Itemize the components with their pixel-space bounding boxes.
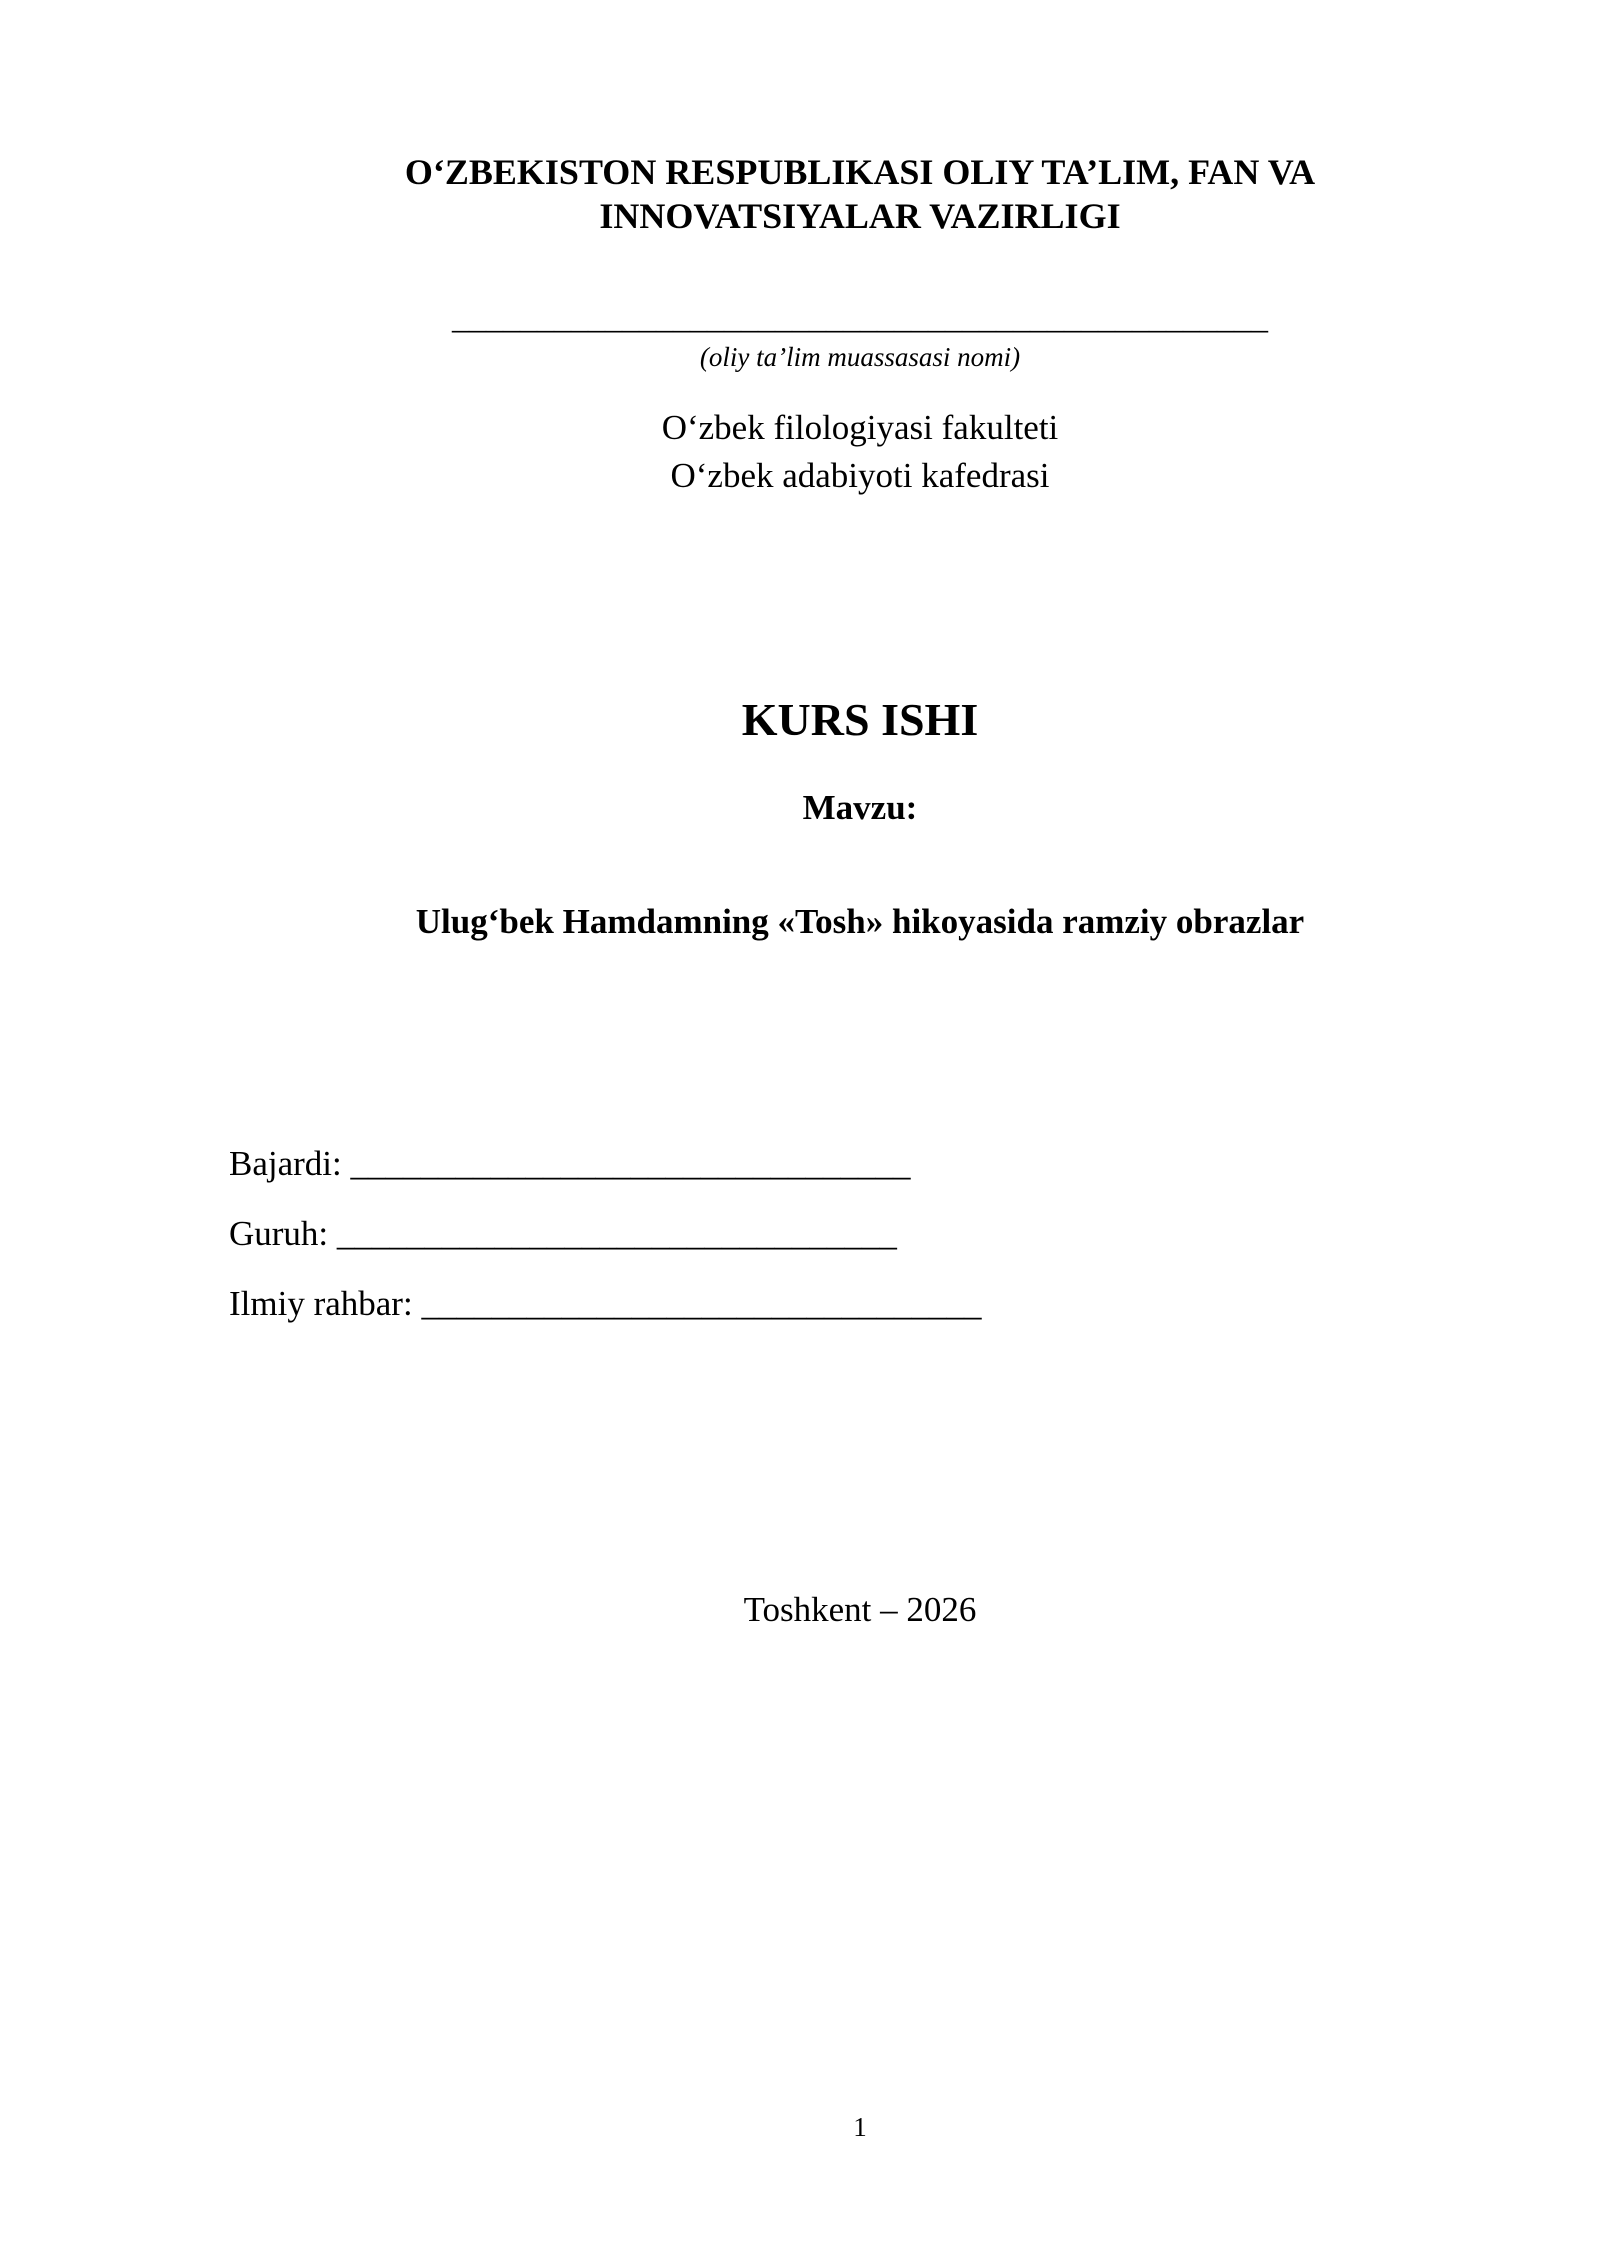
institution-caption: (oliy ta’lim muassasasi nomi) (699, 342, 1021, 372)
city-year: Toshkent – 2026 (743, 1590, 977, 1629)
faculty-block (200, 404, 1520, 500)
ministry-line-1: O‘ZBEKISTON RESPUBLIKASI OLIY TA’LIM, FAN VA (404, 152, 1316, 192)
faculty-name: O‘zbek filologiyasi fakulteti (661, 408, 1059, 447)
field-blank-group: ________________________________ (336, 1214, 897, 1253)
ministry-line-2: INNOVATSIYALAR VAZIRLIGI (599, 196, 1121, 236)
field-row-supervisor (229, 1280, 1329, 1350)
field-blank-supervisor: ________________________________ (421, 1284, 982, 1323)
page-number: 1 (853, 2112, 867, 2142)
institution-name-blank: ________________________________________________ (452, 299, 1268, 336)
field-blank-performer: ________________________________ (350, 1144, 911, 1183)
work-type-title: KURS ISHI (741, 694, 979, 745)
field-label-group: Guruh: (229, 1214, 329, 1253)
field-label-supervisor: Ilmiy rahbar: (229, 1284, 413, 1323)
ministry-heading (200, 150, 1520, 238)
field-row-performer (229, 1140, 1329, 1210)
field-row-group (229, 1210, 1329, 1280)
topic-title: Ulug‘bek Hamdamning «Tosh» hikoyasida ramziy obrazlar (415, 902, 1305, 941)
topic-label: Mavzu: (802, 788, 918, 827)
department-name: O‘zbek adabiyoti kafedrasi (670, 456, 1050, 495)
signature-fields (229, 1140, 1329, 1350)
field-label-performer: Bajardi: (229, 1144, 342, 1183)
